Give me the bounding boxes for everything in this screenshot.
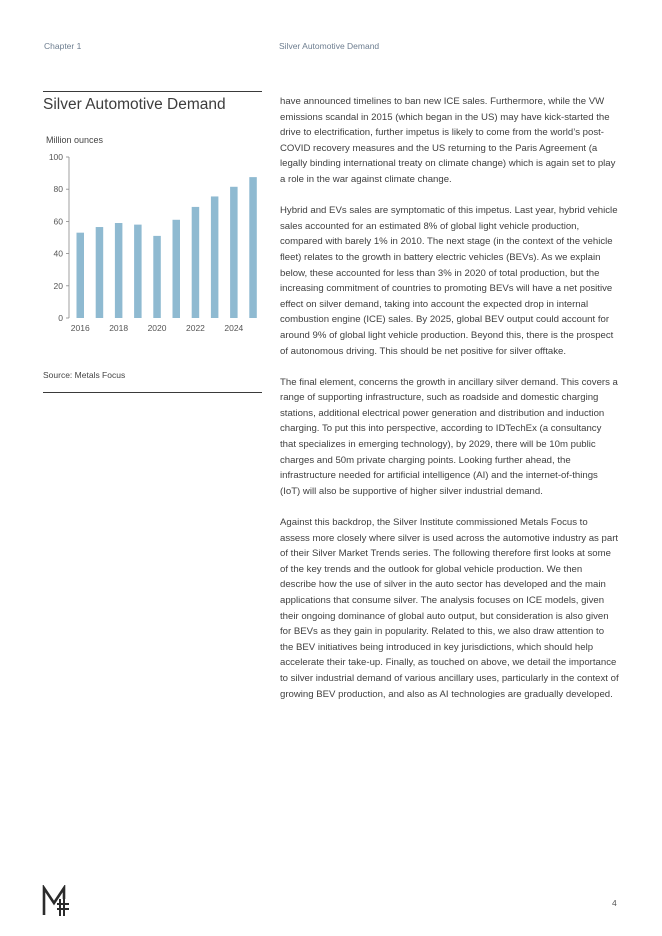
- figure-top-rule: [43, 91, 262, 92]
- chart-bars: [77, 177, 257, 318]
- chapter-label: Chapter 1: [44, 41, 82, 51]
- svg-text:0: 0: [58, 313, 63, 323]
- svg-text:2016: 2016: [70, 323, 90, 333]
- bar-2017: [96, 227, 104, 318]
- page-number: 4: [612, 898, 617, 908]
- bar-2023: [211, 196, 219, 318]
- x-axis-labels: [71, 323, 244, 333]
- bar-chart: [38, 150, 268, 340]
- metals-focus-logo-icon: [42, 885, 72, 917]
- bar-2022: [192, 207, 200, 318]
- section-header: Silver Automotive Demand: [279, 41, 380, 51]
- svg-text:80: 80: [53, 184, 63, 195]
- paragraph: have announced timelines to ban new ICE sales. Furthermore, while the VW emissions scandal in 2015 (which began in the US) may have kick-started the drive to electrification, further impetus is likely to come from the world’s post-COVID recovery measures and the US returning to the Paris Agreement (a legally binding international treaty on climate change) which is again set to play a role in the war against climate change.: [280, 96, 616, 185]
- svg-text:2018: 2018: [109, 323, 129, 333]
- svg-text:40: 40: [53, 248, 63, 259]
- figure-bottom-rule: [43, 392, 262, 393]
- paragraph: The final element, concerns the growth in ancillary silver demand. This covers a range of supporting infrastructure, such as roadside and domestic charging stations, additional electrical power generation and distribution and induction charging. To put this into perspective, according to IDTechEx (a consultancy that specializes in emerging technology), by 2029, there will be 10m public charges and 50m private charging points. Looking further ahead, the infrastructure needed for artificial intelligence (AI) and the internet-of-things (IoT) will also be supportive of higher silver industrial demand.: [280, 376, 618, 497]
- svg-text:2020: 2020: [147, 323, 167, 333]
- bar-2016: [77, 233, 85, 318]
- svg-text:2022: 2022: [185, 323, 205, 333]
- figure-title: Silver Automotive Demand: [43, 96, 226, 113]
- body-text: [280, 94, 620, 718]
- bar-2020: [153, 236, 161, 318]
- bar-2024: [230, 187, 238, 318]
- paragraph: Against this backdrop, the Silver Institute commissioned Metals Focus to assess more closely where silver is used across the automotive industry as part of their Silver Market Trends series. The following therefore first looks at some of the key trends and the outlook for global vehicle production. We then describe how the use of silver in the auto sector has developed and the main applications that consume silver. The analysis focuses on ICE models, given their ongoing dominance of global auto output, but consideration is also given for BEVs as they gain in popularity. Related to this, we also draw attention to the BEV initiatives being introduced in key jurisdictions, which should help accelerate their take-up. Finally, as touched on above, we detail the importance to silver industrial demand of various ancillary uses, particularly in the context of growing BEV production, and also as AI technologies are gradually developed.: [280, 517, 619, 700]
- bar-2021: [173, 220, 181, 318]
- figure-source: Source: Metals Focus: [43, 370, 126, 380]
- svg-text:60: 60: [53, 216, 63, 227]
- svg-text:20: 20: [53, 280, 63, 291]
- bar-2018: [115, 223, 123, 318]
- bar-2025: [249, 177, 256, 318]
- svg-text:100: 100: [48, 152, 63, 162]
- chart-unit-label: Million ounces: [46, 135, 104, 145]
- svg-text:2024: 2024: [224, 323, 244, 333]
- paragraph: Hybrid and EVs sales are symptomatic of this impetus. Last year, hybrid vehicle sales accounted for an estimated 8% of global light vehicle production, compared with barely 1% in 2010. The next stage (in the context of the vehicle fleet) relates to the growth in battery electric vehicles (BEVs). As we explain below, these accounted for less than 3% in 2020 of total production, but the increasing commitment of countries to promoting BEVs will have a net positive effect on silver demand, taking into account the expected drop in internal combustion engine (ICE) sales. By 2025, global BEV output could account for around 9% of global light vehicle production. Beyond this, there is the prospect of autonomous driving. This should be net positive for silver offtake.: [280, 205, 618, 357]
- y-axis: [49, 152, 69, 323]
- bar-2019: [134, 225, 142, 318]
